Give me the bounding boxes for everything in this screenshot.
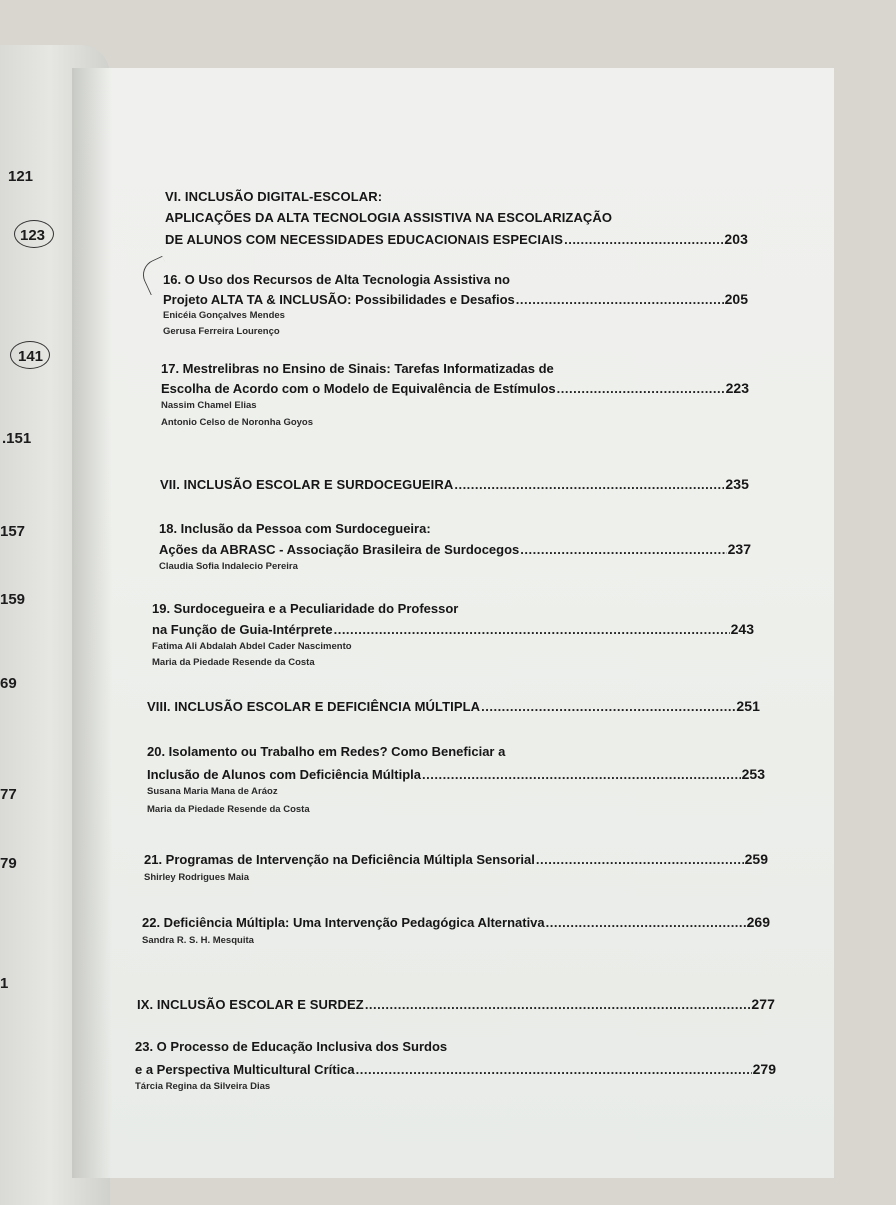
chapter-title: Escolha de Acordo com o Modelo de Equivalência de Estímulos — [161, 381, 556, 396]
page-number: 223 — [725, 380, 749, 396]
toc-entry[interactable] — [135, 1061, 776, 1078]
left-page-number: .151 — [2, 430, 32, 447]
toc-section-entry[interactable] — [147, 698, 760, 715]
author-name: Tárcia Regina da Silveira Dias — [135, 1081, 271, 1092]
page-number: 279 — [752, 1061, 776, 1077]
dot-leader — [520, 542, 726, 558]
page-number: 235 — [725, 476, 749, 492]
author-name: Shirley Rodrigues Maia — [144, 872, 250, 883]
page-number: 259 — [744, 851, 768, 867]
left-page-number: 69 — [0, 675, 17, 692]
left-page-number: 77 — [0, 786, 17, 803]
author-name: Fatima Ali Abdalah Abdel Cader Nascimento — [152, 641, 352, 652]
page-number: 269 — [746, 914, 770, 930]
chapter-title: 16. O Uso dos Recursos de Alta Tecnologia Assistiva no — [163, 272, 511, 287]
author-name: Maria da Piedade Resende da Costa — [152, 657, 315, 668]
toc-entry[interactable] — [152, 621, 754, 638]
toc-entry[interactable] — [159, 541, 751, 558]
dot-leader — [516, 292, 724, 308]
dot-leader — [557, 381, 725, 397]
chapter-title: e a Perspectiva Multicultural Crítica — [135, 1062, 355, 1077]
author-name: Claudia Sofia Indalecio Pereira — [159, 561, 298, 572]
section-title: IX. INCLUSÃO ESCOLAR E SURDEZ — [137, 997, 364, 1012]
toc-entry[interactable] — [163, 291, 748, 308]
left-page-number: 123 — [20, 227, 46, 244]
toc-entry[interactable] — [165, 231, 748, 248]
chapter-title: Ações da ABRASC - Associação Brasileira de Surdocegos — [159, 542, 520, 557]
author-name: Antonio Celso de Noronha Goyos — [161, 417, 314, 428]
page-number: 243 — [730, 621, 754, 637]
chapter-title: Projeto ALTA TA & INCLUSÃO: Possibilidades e Desafios — [163, 292, 515, 307]
page-number: 237 — [727, 541, 751, 557]
page-number: 203 — [724, 231, 748, 247]
dot-leader — [546, 915, 746, 931]
chapter-title: Inclusão de Alunos com Deficiência Múltipla — [147, 767, 422, 782]
page-number: 277 — [751, 996, 775, 1012]
left-page-number: 1 — [0, 975, 9, 992]
dot-leader — [481, 699, 735, 715]
section-title: VII. INCLUSÃO ESCOLAR E SURDOCEGUEIRA — [160, 477, 454, 492]
toc-entry[interactable] — [144, 851, 768, 868]
chapter-title: 18. Inclusão da Pessoa com Surdocegueira: — [159, 521, 431, 536]
dot-leader — [536, 852, 744, 868]
chapter-title: 23. O Processo de Educação Inclusiva dos Surdos — [135, 1039, 448, 1054]
dot-leader — [564, 232, 723, 248]
author-name: Susana Maria Mana de Aráoz — [147, 786, 278, 797]
author-name: Nassim Chamel Elias — [161, 400, 257, 411]
section-title: VI. INCLUSÃO DIGITAL-ESCOLAR: — [165, 189, 383, 204]
chapter-title: 22. Deficiência Múltipla: Uma Intervenção Pedagógica Alternativa — [142, 915, 545, 930]
chapter-title: 20. Isolamento ou Trabalho em Redes? Como Beneficiar a — [147, 744, 506, 759]
page-number: 205 — [724, 291, 748, 307]
dot-leader — [454, 477, 724, 493]
left-page-number: 157 — [0, 523, 26, 540]
left-page-number: 159 — [0, 591, 26, 608]
chapter-title: na Função de Guia-Intérprete — [152, 622, 333, 637]
toc-entry[interactable] — [161, 380, 749, 397]
section-title: APLICAÇÕES DA ALTA TECNOLOGIA ASSISTIVA NA ESCOLARIZAÇÃO — [165, 210, 613, 225]
dot-leader — [356, 1062, 752, 1078]
section-title: DE ALUNOS COM NECESSIDADES EDUCACIONAIS ESPECIAIS — [165, 232, 564, 247]
author-name: Sandra R. S. H. Mesquita — [142, 935, 254, 946]
dot-leader — [334, 622, 730, 638]
toc-section-entry[interactable] — [160, 476, 749, 493]
author-name: Gerusa Ferreira Lourenço — [163, 326, 280, 337]
chapter-title: 17. Mestrelibras no Ensino de Sinais: Tarefas Informatizadas de — [161, 361, 554, 376]
left-page-number: 79 — [0, 855, 17, 872]
left-page-number: 141 — [18, 348, 44, 365]
author-name: Maria da Piedade Resende da Costa — [147, 804, 310, 815]
author-name: Enicéia Gonçalves Mendes — [163, 310, 285, 321]
dot-leader — [365, 997, 751, 1013]
page-number: 251 — [736, 698, 760, 714]
left-page-number: 121 — [8, 168, 34, 185]
toc-entry[interactable] — [147, 766, 765, 783]
toc-entry[interactable] — [142, 914, 770, 931]
chapter-title: 21. Programas de Intervenção na Deficiência Múltipla Sensorial — [144, 852, 535, 867]
toc-section-entry[interactable] — [137, 996, 775, 1013]
section-title: VIII. INCLUSÃO ESCOLAR E DEFICIÊNCIA MÚLTIPLA — [147, 699, 481, 714]
chapter-title: 19. Surdocegueira e a Peculiaridade do Professor — [152, 601, 459, 616]
page-number: 253 — [741, 766, 765, 782]
dot-leader — [422, 767, 741, 783]
